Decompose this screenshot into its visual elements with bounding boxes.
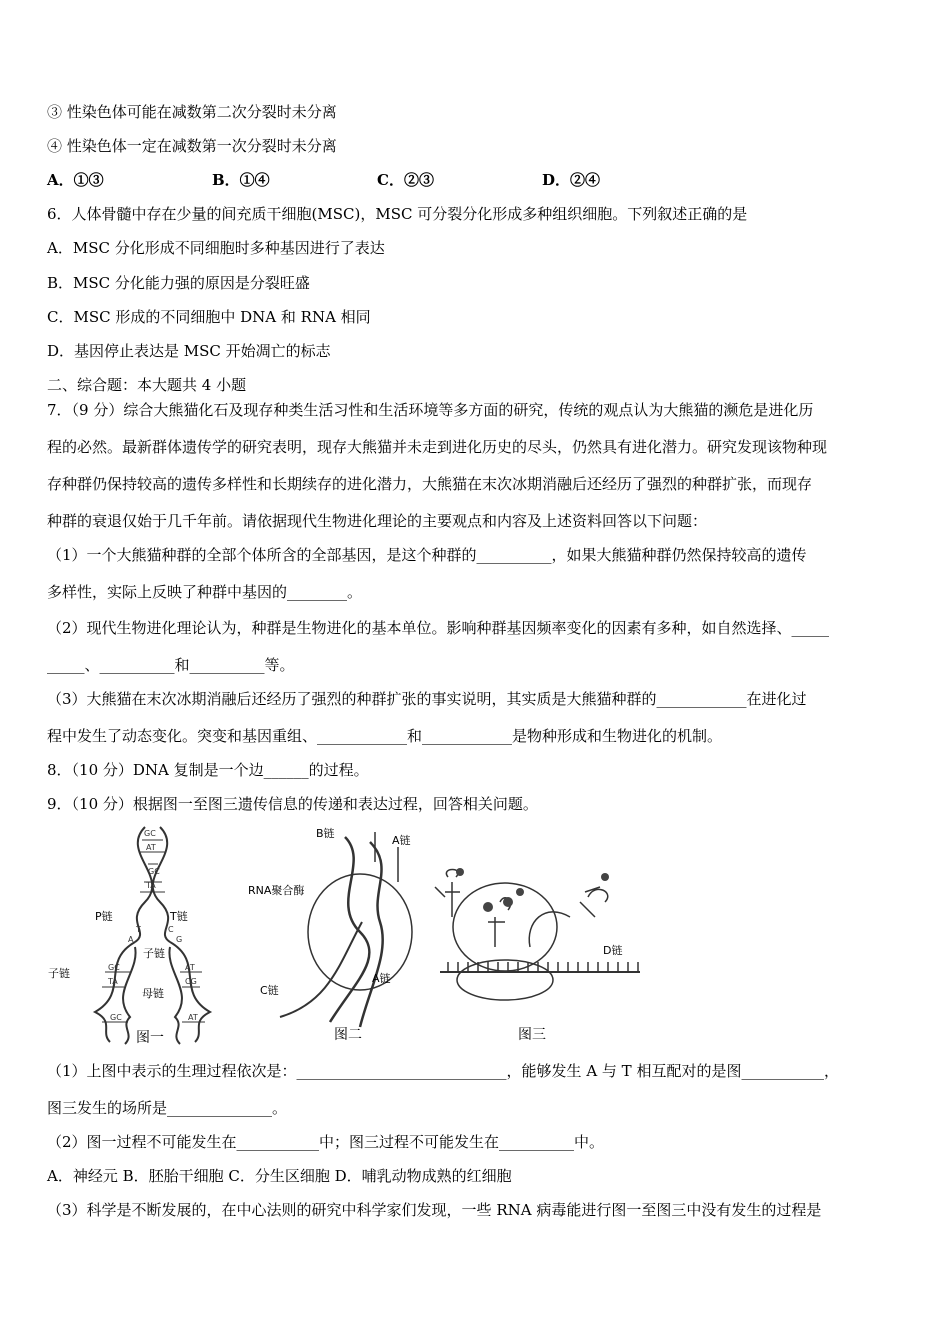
q9-part1-line-2: 图三发生的场所是______________。	[47, 1099, 288, 1117]
rna-polymerase-label: RNA聚合酶	[248, 884, 305, 897]
q5-statement-4: ④ 性染色体一定在减数第一次分裂时未分离	[47, 137, 337, 155]
parent-strand-label: 母链	[142, 987, 164, 1000]
q7-part1-line-1: （1）一个大熊猫种群的全部个体所含的全部基因，是这个种群的__________，如果大熊猫种群仍然保持较高的遗传	[47, 546, 807, 564]
base-label: A	[128, 935, 134, 944]
q8-stem: 8．（10 分）DNA 复制是一个边______的过程。	[47, 761, 369, 779]
d-strand-label: D链	[603, 944, 623, 957]
figure-svg	[40, 822, 650, 1052]
q7-stem-line-4: 种群的衰退仅始于几千年前。请依据现代生物进化理论的主要观点和内容及上述资料回答以下问题：	[47, 512, 708, 530]
figure-1-dna-replication	[95, 827, 210, 1044]
base-label: GC	[148, 867, 160, 876]
q6-option-b: B．MSC 分化能力强的原因是分裂旺盛	[47, 274, 310, 292]
amino-acid	[483, 902, 493, 912]
daughter-helix-left-b	[123, 947, 136, 1044]
amino-acid	[516, 888, 524, 896]
base-label: CG	[185, 977, 197, 986]
ribosome-large-subunit	[453, 883, 557, 971]
base-label: AT	[146, 843, 156, 852]
p-strand-label: P链	[95, 910, 113, 923]
q6-stem: 6．人体骨髓中存在少量的间充质干细胞(MSC)，MSC 可分裂分化形成多种组织细胞。下列叙述正确的是	[47, 205, 748, 223]
q6-option-d: D．基因停止表达是 MSC 开始凋亡的标志	[47, 342, 331, 360]
q5-option-c: C．②③	[377, 171, 434, 189]
amino-acid	[503, 897, 513, 907]
base-label: GC	[144, 829, 156, 838]
genetics-figure	[40, 822, 650, 1052]
q9-stem: 9．（10 分）根据图一至图三遗传信息的传递和表达过程，回答相关问题。	[47, 795, 538, 813]
moving-arrow	[529, 912, 570, 947]
figure-3-translation	[435, 870, 640, 1001]
daughter-helix-right-a	[170, 942, 210, 1042]
a-strand-label-bottom: A链	[372, 972, 391, 985]
daughter-strand-label: 子链	[143, 947, 165, 960]
figure-3-labels	[603, 943, 622, 957]
base-label: GC	[110, 1013, 122, 1022]
q7-stem-line-3: 存种群仍保持较高的遗传多样性和长期续存的进化潜力，大熊猫在末次冰期消融后还经历了强烈的种群扩张，而现存	[47, 475, 813, 493]
a-strand-label-top: A链	[392, 834, 411, 847]
b-strand-label: B链	[316, 827, 335, 840]
q6-option-c: C．MSC 形成的不同细胞中 DNA 和 RNA 相同	[47, 308, 371, 326]
q6-option-a: A．MSC 分化形成不同细胞时多种基因进行了表达	[47, 239, 385, 257]
q7-part3-line-2: 程中发生了动态变化。突变和基因重组、____________和____________是物种形成和生物进化的机制。	[47, 727, 723, 745]
base-label: AT	[185, 963, 195, 972]
base-label: G	[176, 935, 183, 944]
trna-right	[580, 887, 608, 917]
q7-stem-line-1: 7．（9 分）综合大熊猫化石及现存种类生活习性和生活环境等多方面的研究，传统的观点认为大熊猫的濒危是进化历	[47, 401, 814, 419]
q7-part2-line-1: （2）现代生物进化理论认为，种群是生物进化的基本单位。影响种群基因频率变化的因素有多种，如自然选择、_____	[47, 619, 830, 637]
figure-2-labels	[248, 826, 411, 997]
incoming-arrow	[435, 887, 445, 897]
q7-part3-line-1: （3）大熊猫在末次冰期消融后还经历了强烈的种群扩张的事实说明，其实质是大熊猫种群的____________在进化过	[47, 690, 807, 708]
q5-statement-3: ③ 性染色体可能在减数第二次分裂时未分离	[47, 103, 337, 121]
q9-part2-options: A．神经元 B．胚胎干细胞 C．分生区细胞 D．哺乳动物成熟的红细胞	[47, 1167, 512, 1185]
q7-part2-line-2: _____、__________和__________等。	[47, 656, 295, 674]
c-strand-label: C链	[260, 984, 279, 997]
figure-2-transcription	[280, 832, 412, 1027]
amino-acid	[456, 868, 464, 876]
amino-acid	[601, 873, 609, 881]
base-label: TA	[108, 977, 118, 986]
base-label: GC	[108, 963, 120, 972]
q7-stem-line-2: 程的必然。最新群体遗传学的研究表明，现存大熊猫并未走到进化历史的尽头，仍然具有进化潜力。研究发现该物种现	[47, 438, 828, 456]
base-label: TA	[146, 881, 156, 890]
daughter-helix-left-a	[95, 942, 135, 1042]
q9-part3-line: （3）科学是不断发展的，在中心法则的研究中科学家们发现，一些 RNA 病毒能进行图一至图三中没有发生的过程是	[47, 1201, 822, 1219]
q7-part1-line-2: 多样性，实际上反映了种群中基因的________。	[47, 583, 363, 601]
q5-option-a: A．①③	[47, 171, 104, 189]
q5-option-d: D．②④	[542, 171, 601, 189]
dna-strand-b	[330, 837, 369, 1022]
q5-option-b: B．①④	[212, 171, 270, 189]
q9-part2-line: （2）图一过程不可能发生在___________中；图三过程不可能发生在__________中。	[47, 1133, 605, 1151]
daughter-strand-label-left: 子链	[48, 967, 70, 980]
figure-1-caption: 图一	[136, 1030, 164, 1046]
figure-2-caption: 图二	[334, 1027, 362, 1043]
base-label: C	[168, 925, 174, 934]
section-heading: 二、综合题：本大题共 4 小题	[47, 376, 247, 394]
daughter-helix-right-b	[169, 947, 182, 1044]
figure-3-caption: 图三	[518, 1027, 546, 1043]
base-label: AT	[188, 1013, 198, 1022]
t-strand-label: T链	[170, 910, 188, 923]
q9-part1-line-1: （1）上图中表示的生理过程依次是：____________________________，能够发生 A 与 T 相互配对的是图___________，	[47, 1062, 839, 1080]
base-label: T	[136, 925, 141, 934]
